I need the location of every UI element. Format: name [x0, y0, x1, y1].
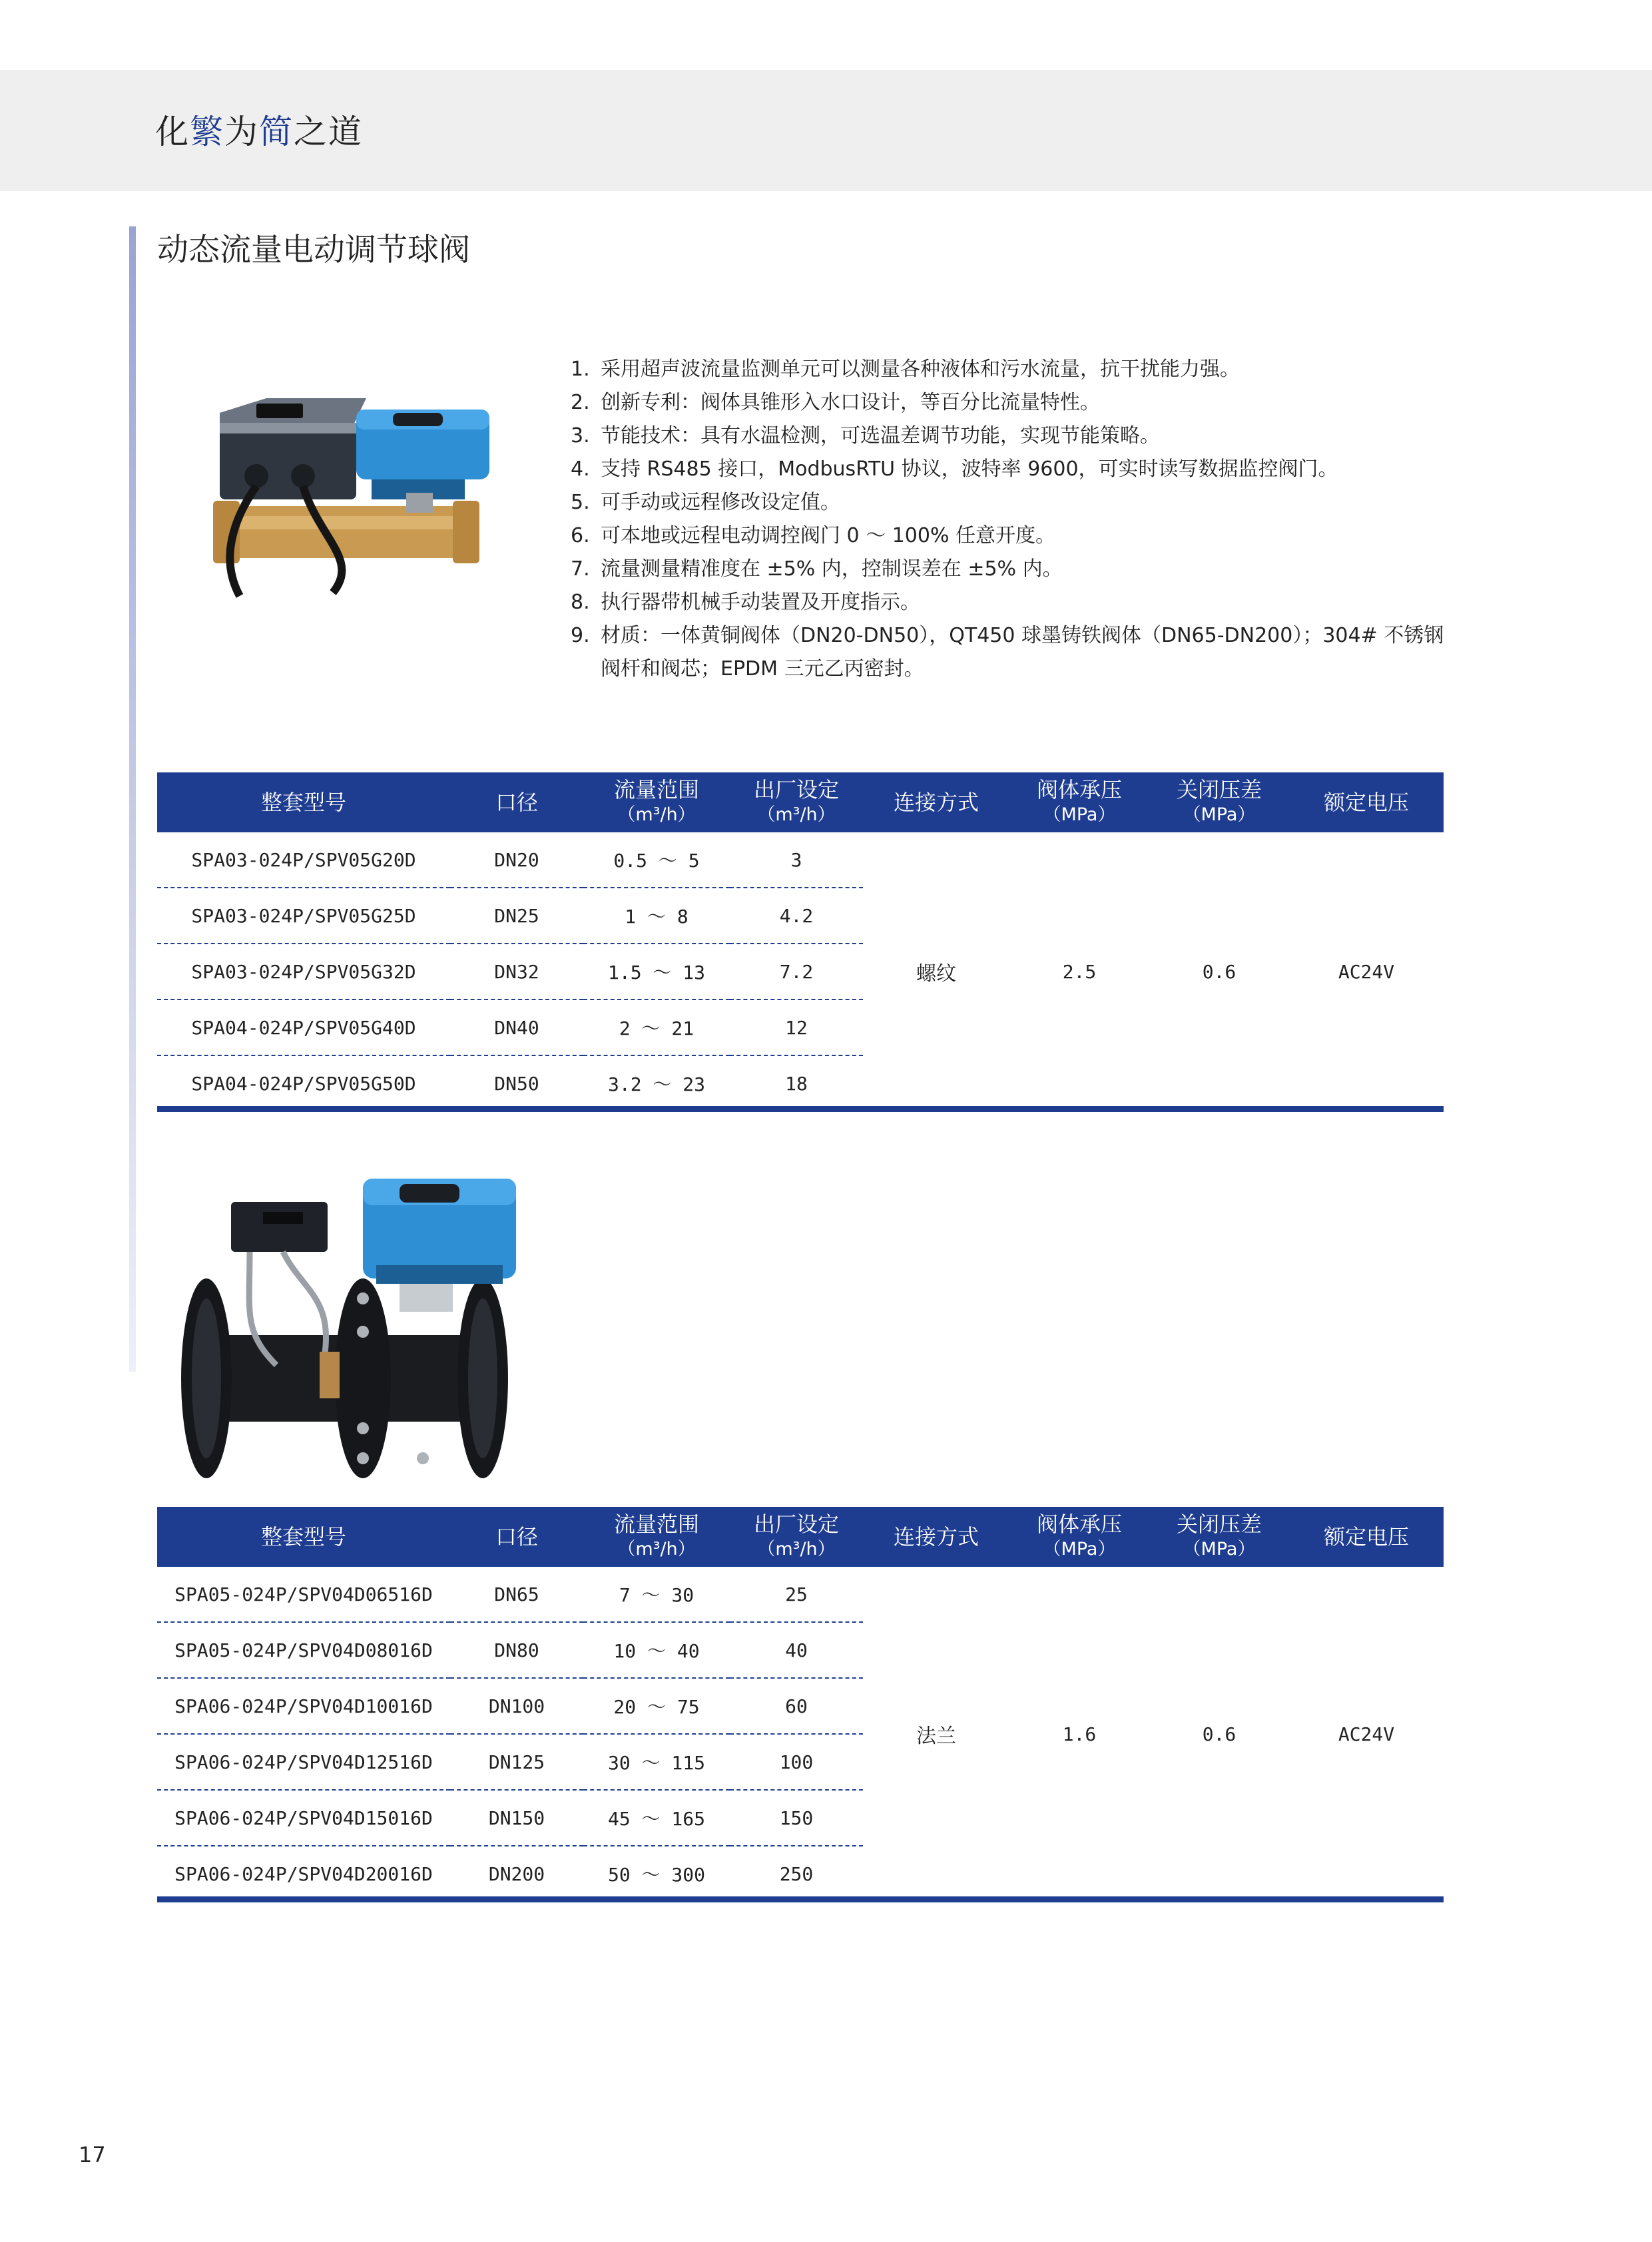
table-row: SPA04-024P/SPV05G50D DN50 3.2 ～ 23 18: [191, 1072, 808, 1095]
table-header-row: [157, 772, 1444, 832]
feature-list: [571, 353, 1463, 686]
table-row: SPA03-024P/SPV05G32D DN32 1.5 ～ 13 7.2: [157, 944, 1444, 999]
table-bottom-rule: [157, 1896, 1444, 1902]
feature-item: 4. 支持 RS485 接口，ModbusRTU 协议，波特率 9600，可实时读写数据监控阀门。: [571, 457, 1338, 481]
col-voltage: 额定电压: [1289, 1507, 1444, 1567]
voltage-cell: AC24V: [1338, 1723, 1395, 1745]
col-factory: 出厂设定 （m³/h）: [730, 772, 863, 832]
table-bottom-rule: [157, 1106, 1444, 1112]
page-number: 17: [79, 2142, 106, 2167]
col-model: 整套型号: [157, 1507, 450, 1567]
feature-item: 6. 可本地或远程电动调控阀门 0 ～ 100% 任意开度。: [571, 524, 1055, 547]
col-factory: 出厂设定 （m³/h）: [730, 1507, 863, 1567]
spec-table-flanged: [157, 1507, 1444, 1901]
table-row: SPA04-024P/SPV05G40D DN40 2 ～ 21 12: [157, 999, 1444, 1055]
flanged-valve-image: [170, 1165, 516, 1492]
section-side-bar: [129, 226, 136, 1372]
table-row: SPA03-024P/SPV05G20D DN20 0.5 ～ 5 3 螺纹 2.5 0.6 AC24V: [157, 832, 1444, 888]
col-connection: 连接方式: [863, 772, 1009, 832]
col-pressure: 阀体承压 （MPa）: [1009, 772, 1149, 832]
feature-item: 7. 流量测量精准度在 ±5% 内，控制误差在 ±5% 内。: [571, 557, 1063, 581]
header-title: 化繁为简之道: [155, 113, 363, 151]
col-close-diff: 关闭压差 （MPa）: [1149, 1507, 1289, 1567]
threaded-valve-image: [193, 386, 519, 606]
table-row: SPA06-024P/SPV04D12516D DN125 30 ～ 115 100: [157, 1734, 1444, 1790]
col-flow: 流量范围 （m³/h）: [583, 1507, 730, 1567]
pressure-cell: 1.6: [1062, 1723, 1097, 1745]
table-row: SPA03-024P/SPV05G25D DN25 1 ～ 8 4.2: [157, 888, 1444, 944]
col-pressure: 阀体承压 （MPa）: [1009, 1507, 1149, 1567]
col-voltage: 额定电压: [1289, 772, 1444, 832]
table-row: SPA05-024P/SPV04D06516D DN65 7 ～ 30 25 法兰 1.6 0.6 AC24V: [157, 1567, 1444, 1622]
table-row: SPA06-024P/SPV04D15016D DN150 45 ～ 165 150: [157, 1790, 1444, 1846]
table-row: SPA06-024P/SPV04D10016D DN100 20 ～ 75 60: [157, 1678, 1444, 1734]
col-close-diff: 关闭压差 （MPa）: [1149, 772, 1289, 832]
voltage-cell: AC24V: [1338, 960, 1395, 983]
spec-table-threaded: [157, 772, 1444, 1111]
feature-item: 3. 节能技术：具有水温检测，可选温差调节功能，实现节能策略。: [571, 424, 1160, 447]
feature-item: 2. 创新专利：阀体具锥形入水口设计，等百分比流量特性。: [571, 391, 1100, 414]
col-dn: 口径: [450, 772, 583, 832]
feature-item: 5. 可手动或远程修改设定值。: [571, 491, 840, 514]
feature-item: 1. 采用超声波流量监测单元可以测量各种液体和污水流量，抗干扰能力强。: [571, 358, 1240, 381]
feature-item: 8. 执行器带机械手动装置及开度指示。: [571, 591, 920, 614]
table-row: SPA06-024P/SPV04D20016D DN200 50 ～ 300 250: [174, 1862, 814, 1886]
connection-cell: 螺纹: [916, 962, 956, 985]
col-model: 整套型号: [157, 772, 450, 832]
close-diff-cell: 0.6: [1202, 1723, 1237, 1745]
section-title: 动态流量电动调节球阀: [157, 232, 470, 268]
connection-cell: 法兰: [916, 1725, 956, 1748]
col-connection: 连接方式: [863, 1507, 1009, 1567]
pressure-cell: 2.5: [1062, 960, 1097, 983]
col-dn: 口径: [450, 1507, 583, 1567]
table-row: SPA05-024P/SPV04D08016D DN80 10 ～ 40 40: [157, 1622, 1444, 1678]
feature-item: 9. 材质：一体黄铜阀体（DN20-DN50），QT450 球墨铸铁阀体（DN65-DN200）；304# 不锈钢阀杆和阀芯；EPDM 三元乙丙密封。: [571, 624, 1444, 681]
table-header-row: [157, 1507, 1444, 1567]
col-flow: 流量范围 （m³/h）: [583, 772, 730, 832]
close-diff-cell: 0.6: [1202, 960, 1237, 983]
